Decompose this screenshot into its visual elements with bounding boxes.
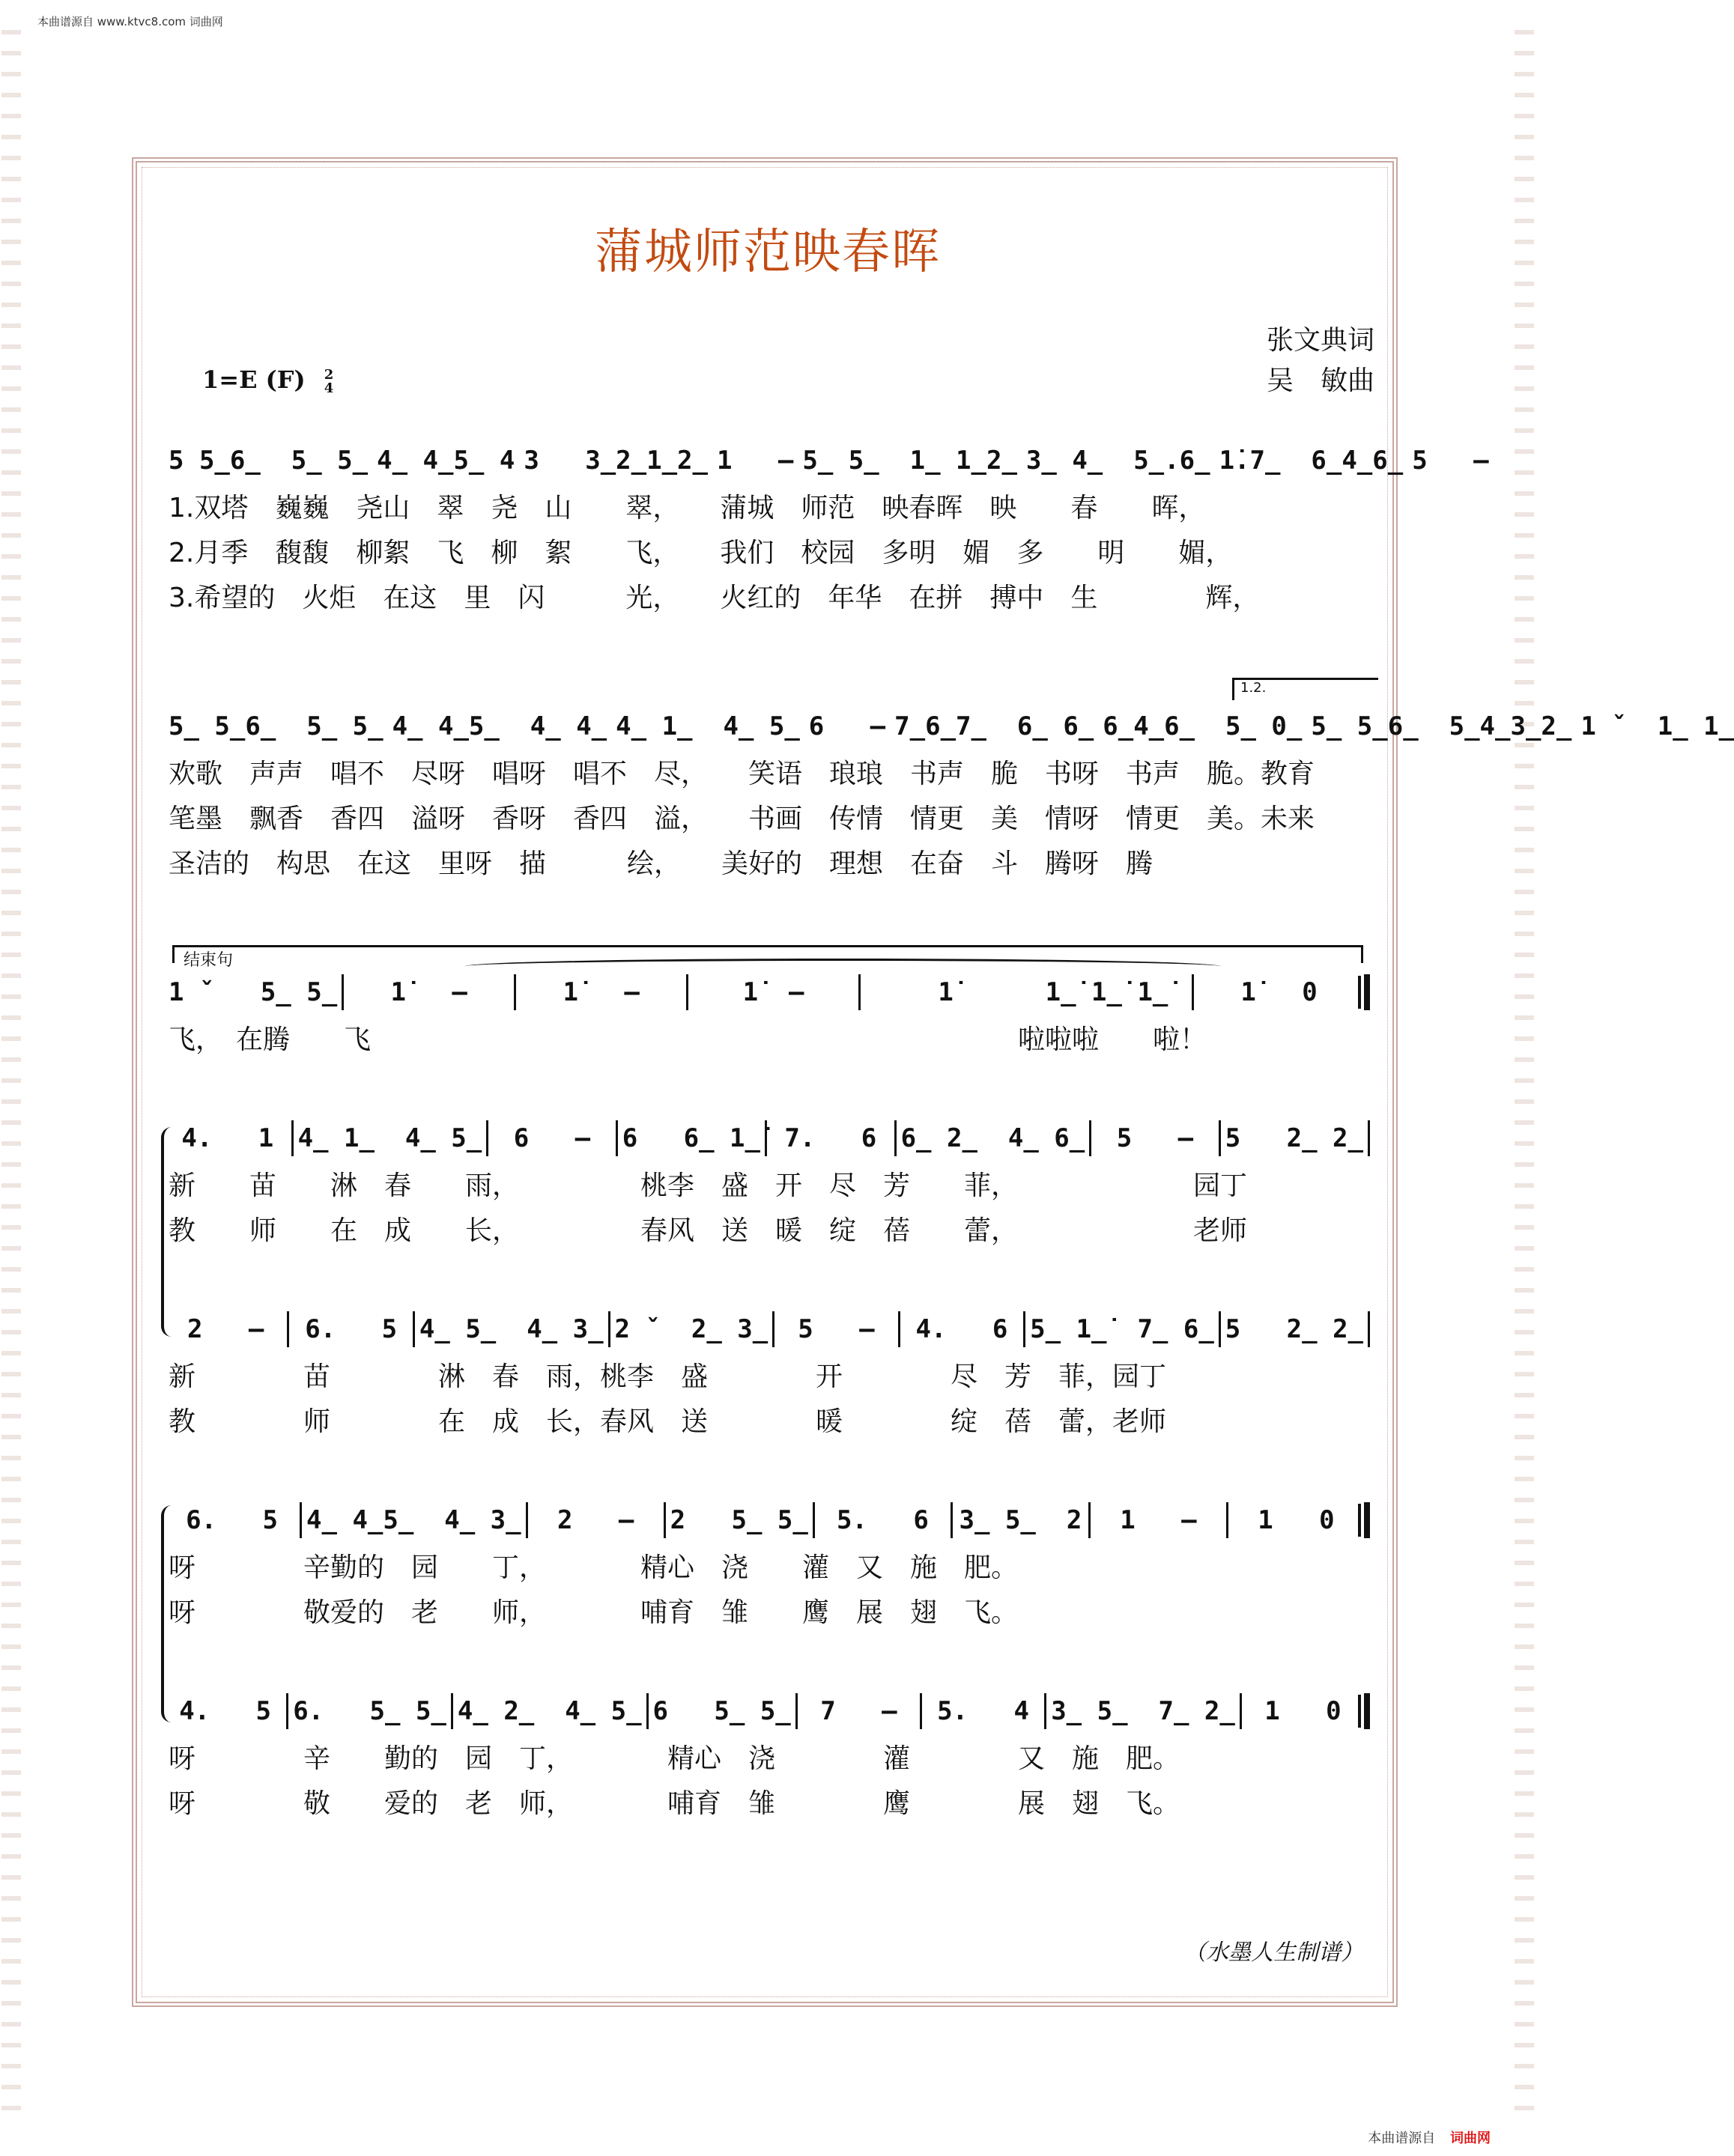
barline — [858, 974, 861, 1010]
lyric-line-1 — [169, 1352, 1374, 1397]
system-6-notes — [169, 1498, 1374, 1543]
measure: 6. 5 — [186, 1505, 278, 1535]
measure: 5̲ 5̲6̲ 5̲4̲3̲2̲ — [1311, 711, 1572, 741]
measure: 1̇ — [938, 977, 954, 1007]
composer: 吴 敏曲 — [1266, 365, 1374, 396]
song-title: 蒲城师范映春晖 — [595, 225, 941, 280]
barline — [1368, 1120, 1370, 1156]
barline — [898, 1311, 900, 1347]
barline — [342, 974, 344, 1010]
system-5-notes — [169, 1307, 1374, 1352]
barline — [1044, 1693, 1046, 1729]
lyric-line-1 — [169, 749, 1374, 794]
left-decorative-strip — [1, 30, 21, 2126]
measure: 1 0 — [1258, 1505, 1335, 1535]
measure: 4. 6 — [915, 1314, 1008, 1344]
barline — [813, 1502, 815, 1538]
barline — [526, 1502, 528, 1538]
volta-bracket: 1.2. — [1232, 678, 1378, 700]
measure: 5̲ 5̲6̲ 5̲ 5̲ — [169, 711, 384, 741]
measure: 5 5̲6̲ 5̲ 5̲ — [169, 446, 369, 476]
lyric-line-3 — [169, 839, 1374, 884]
barline — [772, 1311, 774, 1347]
final-barline — [1364, 974, 1370, 1010]
barline — [486, 1120, 488, 1156]
measure: 4̲ 5̲ 4̲ 3̲ — [419, 1314, 604, 1344]
measure: 7̲6̲7̲ 6̲ 6̲ — [894, 711, 1094, 741]
measure: 3̲ 5̲ 2 — [959, 1505, 1082, 1535]
system-4 — [169, 1116, 1374, 1251]
barline — [1219, 1311, 1221, 1347]
measure: 2 ˇ 2̲ 3̲ — [614, 1314, 769, 1344]
barline — [765, 1120, 767, 1156]
lyric-line-1 — [169, 1015, 1374, 1060]
barline — [451, 1693, 453, 1729]
lyric-line-2 — [169, 528, 1374, 573]
barline — [1219, 1120, 1221, 1156]
measure: 1 – — [716, 446, 794, 476]
measure: 6 5̲ 5̲ — [652, 1696, 791, 1726]
measure: 1 – — [1120, 1505, 1197, 1535]
lyric-text: 教 师 在 成 长，春风 送 暖 绽 蓓 蕾，老师 — [169, 1406, 1167, 1437]
system-5 — [169, 1307, 1374, 1442]
system-1-notes — [169, 438, 1489, 483]
barline — [1240, 1693, 1242, 1729]
barline — [300, 1502, 302, 1538]
system-7-notes — [169, 1689, 1374, 1734]
right-decorative-strip — [1515, 30, 1534, 2126]
lyric-text: 飞， 在腾 飞 啦啦啦 啦！ — [169, 1024, 1207, 1055]
system-2-notes — [169, 704, 1734, 749]
barline — [894, 1120, 897, 1156]
time-bottom: 4 — [324, 380, 334, 396]
barline — [1192, 974, 1194, 1010]
measure: 3 3̲2̲1̲2̲ — [524, 446, 708, 476]
measure: 5 – — [1412, 446, 1489, 476]
lyric-text: 欢歌 声声 唱不 尽呀 唱呀 唱不 尽， 笑语 琅琅 书声 脆 书呀 书声 脆。教育 — [169, 758, 1315, 789]
measure: 1̇.7̲ 6̲4̲6̲ — [1219, 446, 1404, 476]
barline — [1023, 1311, 1025, 1347]
ending-bracket: 结束句 — [172, 945, 1363, 963]
lyric-text: 笔墨 飘香 香四 溢呀 香呀 香四 溢， 书画 传情 情更 美 情呀 情更 美。未来 — [169, 803, 1315, 834]
measure: 5. 6 — [836, 1505, 929, 1535]
lyric-line-2 — [169, 1397, 1374, 1442]
measure: 4. 1 — [181, 1123, 274, 1153]
lyric-text: 呀 辛勤的 园 丁， 精心 浇 灌 又 施 肥。 — [169, 1552, 1019, 1583]
lyric-line-2 — [169, 794, 1374, 839]
system-3-notes — [169, 970, 1374, 1015]
measure: 5̲ 1̲̇ 7̲ 6̲ — [1030, 1314, 1214, 1344]
footer-source-text: 本曲谱源自 — [1368, 2131, 1436, 2146]
barline — [1088, 1502, 1091, 1538]
measure: 6̲4̲6̲ 5̲ 0̲ — [1103, 711, 1303, 741]
measure: 1 ˇ 5̲ 5̲ — [169, 977, 338, 1007]
barline — [646, 1693, 649, 1729]
measure: 1̲̇ 1̲̇ 1̲̇ — [1045, 977, 1168, 1007]
measure: 1̇ 0 — [1240, 977, 1318, 1007]
lyric-text: 呀 敬 爱的 老 师， 哺育 雏 鹰 展 翅 飞。 — [169, 1788, 1180, 1819]
key-signature — [202, 365, 333, 395]
system-1 — [169, 438, 1489, 618]
measure: 6̲ 2̲ 4̲ 6̲ — [900, 1123, 1085, 1153]
measure: 7 – — [820, 1696, 897, 1726]
system-4-notes — [169, 1116, 1374, 1161]
measure: 2 – — [187, 1314, 264, 1344]
final-barline — [1364, 1693, 1370, 1729]
barline — [1226, 1502, 1228, 1538]
barline — [920, 1693, 922, 1729]
barline — [287, 1311, 289, 1347]
source-note: 本曲谱源自 www.ktvc8.com 词曲网 — [37, 15, 223, 28]
lyric-text: 新 苗 淋 春 雨，桃李 盛 开 尽 芳 菲，园丁 — [169, 1361, 1167, 1392]
measure: 3̲ 4̲ 5̲.6̲ — [1025, 446, 1210, 476]
lyric-text: 教 师 在 成 长， 春风 送 暖 绽 蓓 蕾， 老师 — [169, 1215, 1248, 1246]
footer-source — [1368, 2128, 1491, 2147]
measure: 6. 5̲ 5̲ — [293, 1696, 446, 1726]
credits — [1267, 321, 1374, 401]
barline — [951, 1502, 953, 1538]
barline — [1368, 1311, 1370, 1347]
barline — [664, 1502, 666, 1538]
measure: 4̲ 4̲5̲ 4 — [377, 446, 515, 476]
measure: 5 2̲ 2̲ — [1225, 1314, 1364, 1344]
measure: 6 – — [808, 711, 886, 741]
footer-brand-logo: 词曲网 — [1450, 2131, 1491, 2146]
measure: 2 – — [557, 1505, 634, 1535]
measure: 1 ˇ 1̲ 1̲ — [1580, 711, 1734, 741]
measure: 6 6̲ 1̲̇ — [622, 1123, 760, 1153]
measure: 4̲ 1̲ 4̲ 5̲ — [616, 711, 800, 741]
barline — [413, 1311, 415, 1347]
system-6 — [169, 1498, 1374, 1633]
lyric-text: 3.希望的 火炬 在这 里 闪 光， 火红的 年华 在拼 搏中 生 辉， — [169, 582, 1260, 613]
system-7 — [169, 1689, 1374, 1824]
barline — [608, 1311, 610, 1347]
lyric-text: 呀 敬爱的 老 师， 哺育 雏 鹰 展 翅 飞。 — [169, 1597, 1019, 1628]
barline — [514, 974, 516, 1010]
measure: 1 0 — [1264, 1696, 1342, 1726]
barline — [795, 1693, 798, 1729]
system-3 — [169, 970, 1374, 1060]
lyric-line-1 — [169, 1543, 1374, 1588]
lyric-text: 1.双塔 巍巍 尧山 翠 尧 山 翠， 蒲城 师范 映春晖 映 春 晖， — [169, 492, 1206, 523]
lyric-line-2 — [169, 1588, 1374, 1633]
key-label: 1=E (F) — [202, 365, 306, 394]
time-top: 2 — [324, 366, 334, 383]
measure: 7. 6 — [784, 1123, 877, 1153]
measure: 5 – — [798, 1314, 875, 1344]
lyric-text: 呀 辛 勤的 园 丁， 精心 浇 灌 又 施 肥。 — [169, 1743, 1180, 1774]
lyric-line-2 — [169, 1779, 1374, 1824]
measure: 4̲ 1̲ 4̲ 5̲ — [297, 1123, 482, 1153]
system-2 — [169, 704, 1734, 884]
measure: 4. 5 — [179, 1696, 272, 1726]
measure: 4̲ 4̲5̲ 4̲ 3̲ — [306, 1505, 521, 1535]
lyric-line-3 — [169, 573, 1374, 618]
measure: 5 – — [1116, 1123, 1194, 1153]
lyric-text: 新 苗 淋 春 雨， 桃李 盛 开 尽 芳 菲， 园丁 — [169, 1170, 1248, 1201]
lyric-line-1 — [169, 483, 1374, 528]
measure: 3̲ 5̲ 7̲ 2̲ — [1051, 1696, 1235, 1726]
final-barline — [1364, 1502, 1370, 1538]
measure: 1̇ – — [742, 977, 804, 1007]
lyricist: 张文典词 — [1266, 325, 1374, 356]
measure: 2 5̲ 5̲ — [670, 1505, 808, 1535]
lyric-line-1 — [169, 1161, 1374, 1206]
barline — [291, 1120, 294, 1156]
lyric-line-1 — [169, 1734, 1374, 1779]
measure: 4̲ 4̲5̲ 4̲ 4̲ — [392, 711, 607, 741]
barline — [1089, 1120, 1091, 1156]
measure: 5. 4 — [937, 1696, 1029, 1726]
measure: 1̇ – — [390, 977, 467, 1007]
measure: 1̇ – — [563, 977, 640, 1007]
lyric-text: 圣洁的 构思 在这 里呀 描 绘， 美好的 理想 在奋 斗 腾呀 腾 — [169, 848, 1154, 879]
transcriber-credit: （水墨人生制谱） — [1183, 1940, 1363, 1966]
measure: 4̲ 2̲ 4̲ 5̲ — [457, 1696, 642, 1726]
barline — [286, 1693, 288, 1729]
barline — [686, 974, 688, 1010]
measure: 5̲ 5̲ 1̲ 1̲2̲ — [802, 446, 1017, 476]
lyric-text: 2.月季 馥馥 柳絮 飞 柳 絮 飞， 我们 校园 多明 媚 多 明 媚， — [169, 537, 1233, 568]
lyric-line-2 — [169, 1206, 1374, 1251]
measure: 6 – — [513, 1123, 591, 1153]
measure: 5 2̲ 2̲ — [1225, 1123, 1363, 1153]
measure: 6. 5 — [305, 1314, 398, 1344]
time-signature — [324, 368, 334, 395]
barline — [616, 1120, 618, 1156]
